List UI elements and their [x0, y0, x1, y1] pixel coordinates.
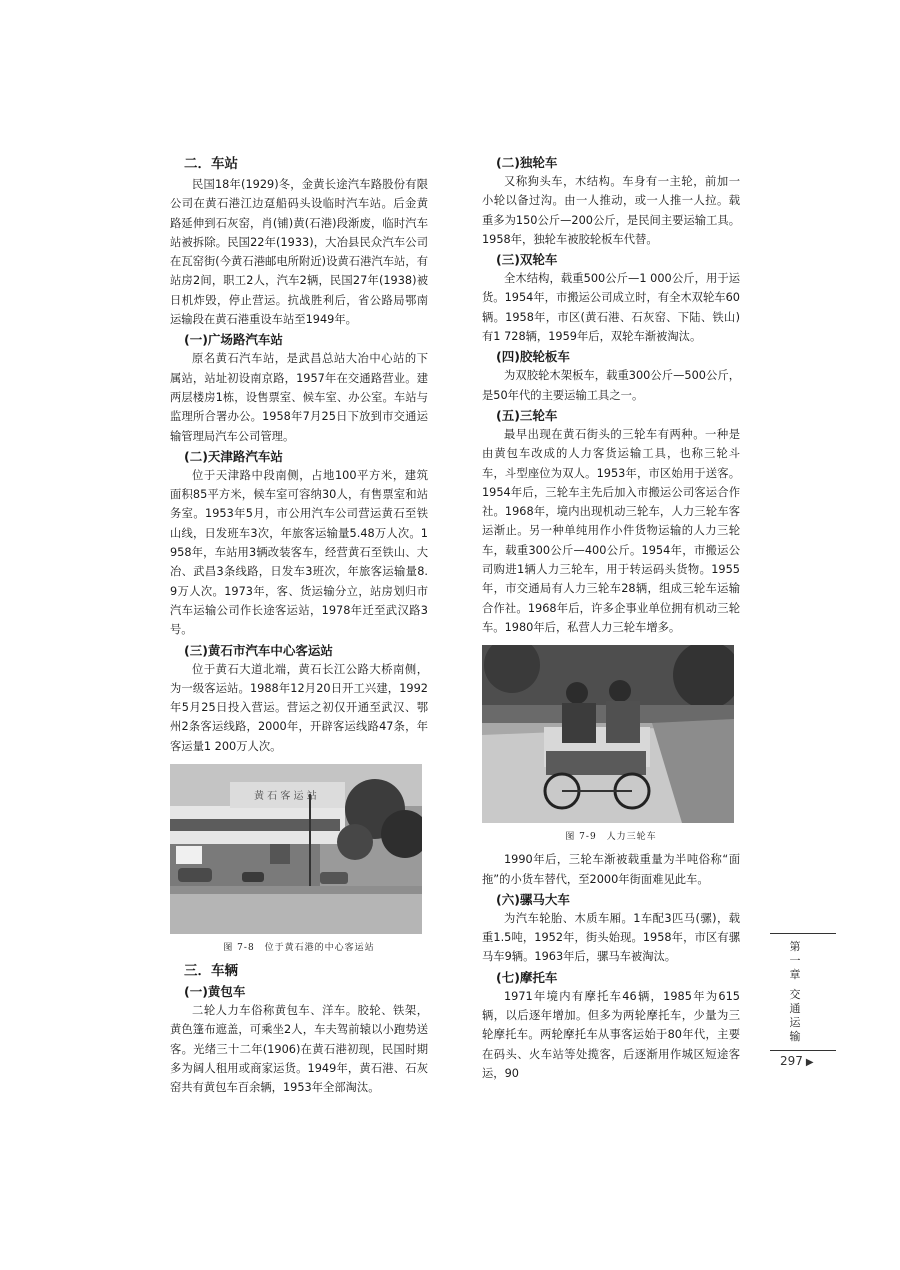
- paragraph: 又称狗头车，木结构。车身有一主轮，前加一小轮以备过沟。由一人推动，或一人推一人拉。载重多为150公斤—200公斤，是民间主要运输工具。1958年，独轮车被胶轮板车代替。: [482, 175, 740, 246]
- paragraph: 位于黄石大道北端，黄石长江公路大桥南侧，为一级客运站。1988年12月20日开工兴建，1992年5月25日投入营运。营运之初仅开通至武汉、鄂州2条客运线路，2000年，开辟客运线路47条，年客运量1 200万人次。: [170, 662, 428, 753]
- station-sign: 黄 石 客 运 站: [254, 791, 317, 803]
- paragraph: 最早出现在黄石街头的三轮车有两种。一种是由黄包车改成的人力客货运输工具，也称三轮斗车，斗型座位为双人。1953年，市区始用于送客。1954年后，三轮车主先后加入市搬运公司客运合作社。1968年，境内出现机动三轮车，人力三轮车客运渐止。另一种单纯用作小件货物运输的人力三轮车，载重300公斤—400公斤。1954年，市搬运公司购进1辆人力三轮车，用于转运码头货物。1955年，市交通局有人力三轮车28辆，组成三轮车运输合作社。1968年后，许多企事业单位拥有机动三轮车。1980年后，私营人力三轮车增多。: [482, 427, 740, 634]
- tab-char: 输: [789, 1030, 801, 1043]
- figure-caption: 图 7-9 人力三轮车: [565, 832, 657, 843]
- section-heading-vehicles: 三．车辆: [184, 963, 238, 980]
- paragraph: 二轮人力车俗称黄包车、洋车。胶轮、铁架，黄色篷布遮盖，可乘坐2人，车夫驾前辕以小跑势送客。光绪三十二年(1906)在黄石港初现，民国时期多为阔人租用或商家运货。1949年，黄石港、石灰窑共有黄包车百余辆，1953年全部淘汰。: [170, 1004, 428, 1095]
- tab-char: 交: [789, 988, 801, 1001]
- paragraph: 1971年境内有摩托车46辆，1985年为615辆，以后逐年增加。但多为两轮摩托车，少量为三轮摩托车。两轮摩托车从事客运始于80年代，主要在码头、火车站等处揽客，后逐渐用作城区短途客运，90: [482, 989, 740, 1080]
- chapter-side-tab: [770, 933, 836, 1051]
- paragraph: 为双胶轮木架板车，载重300公斤—500公斤，是50年代的主要运输工具之一。: [482, 369, 740, 402]
- tab-char: 通: [789, 1002, 801, 1015]
- figure-7-9: [482, 645, 740, 842]
- paragraph: 原名黄石汽车站，是武昌总站大冶中心站的下属站，站址初设南京路，1957年在交通路营业。建两层楼房1栋，设售票室、候车室、办公室。车站与监理所合署办公。1958年7月25日下放到市交通运输管理局汽车公司管理。: [170, 352, 428, 443]
- chapter-title: [788, 988, 802, 1044]
- subheading-two-wheel-cart: (三)双轮车: [496, 252, 558, 268]
- tab-char: 运: [789, 1016, 801, 1029]
- subheading-tricycle: (五)三轮车: [496, 407, 558, 423]
- page-number-text: 297: [780, 1054, 803, 1068]
- tab-char: 一: [789, 954, 801, 967]
- figure-caption: 图 7-8 位于黄石港的中心客运站: [223, 943, 375, 954]
- subheading-motorcycle: (七)摩托车: [496, 969, 558, 985]
- subheading-tianjinlu-station: (二)天津路汽车站: [184, 448, 283, 464]
- paragraph: 1990年后，三轮车渐被载重量为半吨俗称“面拖”的小货车替代，至2000年街面难见此车。: [482, 853, 740, 886]
- page-number: [780, 1054, 814, 1068]
- paragraph: 民国18年(1929)冬，金黄长途汽车路股份有限公司在黄石港江边趸船码头设临时汽车站。后金黄路延伸到石灰窑，肖(铺)黄(石港)段渐废，临时汽车站被拆除。民国22年(1933)，大冶县民众汽车公司在瓦窑街(今黄石港邮电所附近)设黄石港汽车站，有站房2间，职工2人，汽车2辆，民国27年(1938)被日机炸毁，停止营运。抗战胜利后，省公路局鄂南运输段在黄石港重设车站至1949年。: [170, 178, 428, 327]
- left-column: [170, 152, 428, 1098]
- figure-7-8: [170, 764, 428, 953]
- subheading-guangchanglu-station: (一)广场路汽车站: [184, 332, 283, 348]
- tab-char: 章: [789, 968, 801, 981]
- paragraph: 位于天津路中段南侧，占地100平方米，建筑面积85平方米，候车室可容纳30人，有售票室和站务室。1953年5月，市公用汽车公司营运黄石至铁山线，日发班车3次，年旅客运输量5.48万人次。1958年，车站用3辆改装客车，经营黄石至铁山、大冶、武昌3条线路，日发车3班次，年旅客运输量8.9万人次。1973年，客、货运输分立，站房划归市汽车运输公司作长途客运站，1978年迁至武汉路3号。: [170, 468, 428, 637]
- subheading-central-station: (三)黄石市汽车中心客运站: [184, 642, 333, 658]
- subheading-wheelbarrow: (二)独轮车: [496, 155, 558, 170]
- tab-char: 第: [789, 940, 801, 953]
- bus-station-photo: [170, 764, 422, 934]
- triangle-right-icon: ▶: [805, 1057, 814, 1068]
- paragraph: 全木结构，载重500公斤—1 000公斤，用于运货。1954年，市搬运公司成立时，有全木双轮车60辆。1958年，市区(黄石港、石灰窑、下陆、铁山)有1 728辆，1959年后，双轮车渐被淘汰。: [482, 272, 740, 344]
- subheading-rickshaw: (一)黄包车: [184, 984, 246, 1000]
- subheading-horse-cart: (六)骡马大车: [496, 891, 570, 907]
- subheading-rubber-cart: (四)胶轮板车: [496, 349, 570, 365]
- right-column: [482, 152, 740, 1083]
- chapter-number: [788, 940, 802, 982]
- tricycle-photo: [482, 645, 734, 823]
- paragraph: 为汽车轮胎、木质车厢。1车配3匹马(骡)，载重1.5吨，1952年，街头始现。1958年，市区有骡马车9辆。1963年后，骡马车被淘汰。: [482, 911, 740, 964]
- section-heading-stations: 二．车站: [184, 156, 238, 172]
